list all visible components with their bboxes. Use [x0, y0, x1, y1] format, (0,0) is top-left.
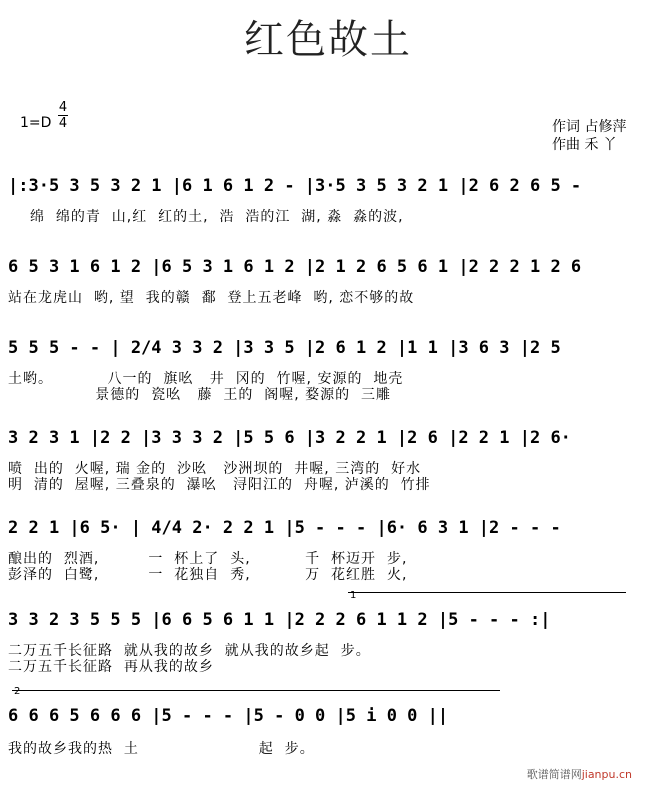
second-ending-bracket — [12, 690, 500, 691]
lyrics-row-2: 站在龙虎山 哟, 望 我的赣 鄱 登上五老峰 哟, 恋不够的故 — [8, 290, 415, 306]
notation-row-6: 3 3 2 3 5 5 5 |6 6 5 6 1 1 |2 2 2 6 1 1 2 |5 - - - :| — [8, 610, 551, 630]
time-signature — [58, 101, 68, 130]
composer-credit: 作曲 禾 丫 — [552, 137, 617, 153]
song-title: 红色故土 — [244, 17, 412, 63]
lyrics-row-5a: 酿出的 烈酒, 一 杯上了 头, 千 杯迈开 步, — [8, 551, 408, 567]
second-ending-label: 2 — [14, 686, 21, 697]
lyrics-row-4a: 喷 出的 火喔, 瑞 金的 沙吆 沙洲坝的 井喔, 三湾的 好水 — [8, 461, 422, 477]
lyrics-row-6b: 二万五千长征路 再从我的故乡 — [8, 659, 214, 675]
notation-row-7: 6 6 6 5 6 6 6 |5 - - - |5 - 0 0 |5 i 0 0 || — [8, 706, 449, 726]
lyrics-row-3b: 景德的 瓷吆 藤 王的 阁喔, 婺源的 三雕 — [8, 387, 392, 403]
first-ending-label: 1 — [350, 590, 357, 601]
lyricist-credit: 作词 占修萍 — [552, 119, 627, 135]
watermark-url: jianpu.cn — [581, 768, 632, 781]
lyrics-row-3a: 土哟。 八一的 旗吆 井 冈的 竹喔, 安源的 地壳 — [8, 371, 404, 387]
lyrics-row-1: 绵 绵的青 山,红 红的土, 浩 浩的江 湖, 淼 淼的波, — [30, 209, 404, 225]
notation-row-3: 5 5 5 - - | 2/4 3 3 2 |3 3 5 |2 6 1 2 |1 1 |3 6 3 |2 5 — [8, 338, 561, 358]
time-signature-top: 4 — [58, 100, 68, 115]
lyrics-row-5b: 彭泽的 白鹭, 一 花独自 秀, 万 花红胜 火, — [8, 567, 408, 583]
notation-row-4: 3 2 3 1 |2 2 |3 3 3 2 |5 5 6 |3 2 2 1 |2 6 |2 2 1 |2 6· — [8, 428, 571, 448]
lyrics-row-7: 我的故乡我的热 土 起 步。 — [8, 741, 315, 757]
notation-row-5: 2 2 1 |6 5· | 4/4 2· 2 2 1 |5 - - - |6· 6 3 1 |2 - - - — [8, 518, 561, 538]
lyrics-row-4b: 明 清的 屋喔, 三叠泉的 瀑吆 浔阳江的 舟喔, 泸溪的 竹排 — [8, 477, 431, 493]
watermark-site: 歌谱简谱网 — [526, 768, 582, 781]
credits — [552, 118, 626, 154]
first-ending-bracket — [348, 592, 626, 593]
watermark — [527, 766, 632, 782]
time-signature-bottom: 4 — [58, 116, 68, 131]
key-signature: 1=D — [20, 115, 52, 131]
notation-row-1: |:3·5 3 5 3 2 1 |6 1 6 1 2 - |3·5 3 5 3 2 1 |2 6 2 6 5 - — [8, 176, 592, 196]
notation-row-2: 6 5 3 1 6 1 2 |6 5 3 1 6 1 2 |2 1 2 6 5 6 1 |2 2 2 1 2 6 — [8, 257, 582, 277]
lyrics-row-6a: 二万五千长征路 就从我的故乡 就从我的故乡起 步。 — [8, 643, 371, 659]
